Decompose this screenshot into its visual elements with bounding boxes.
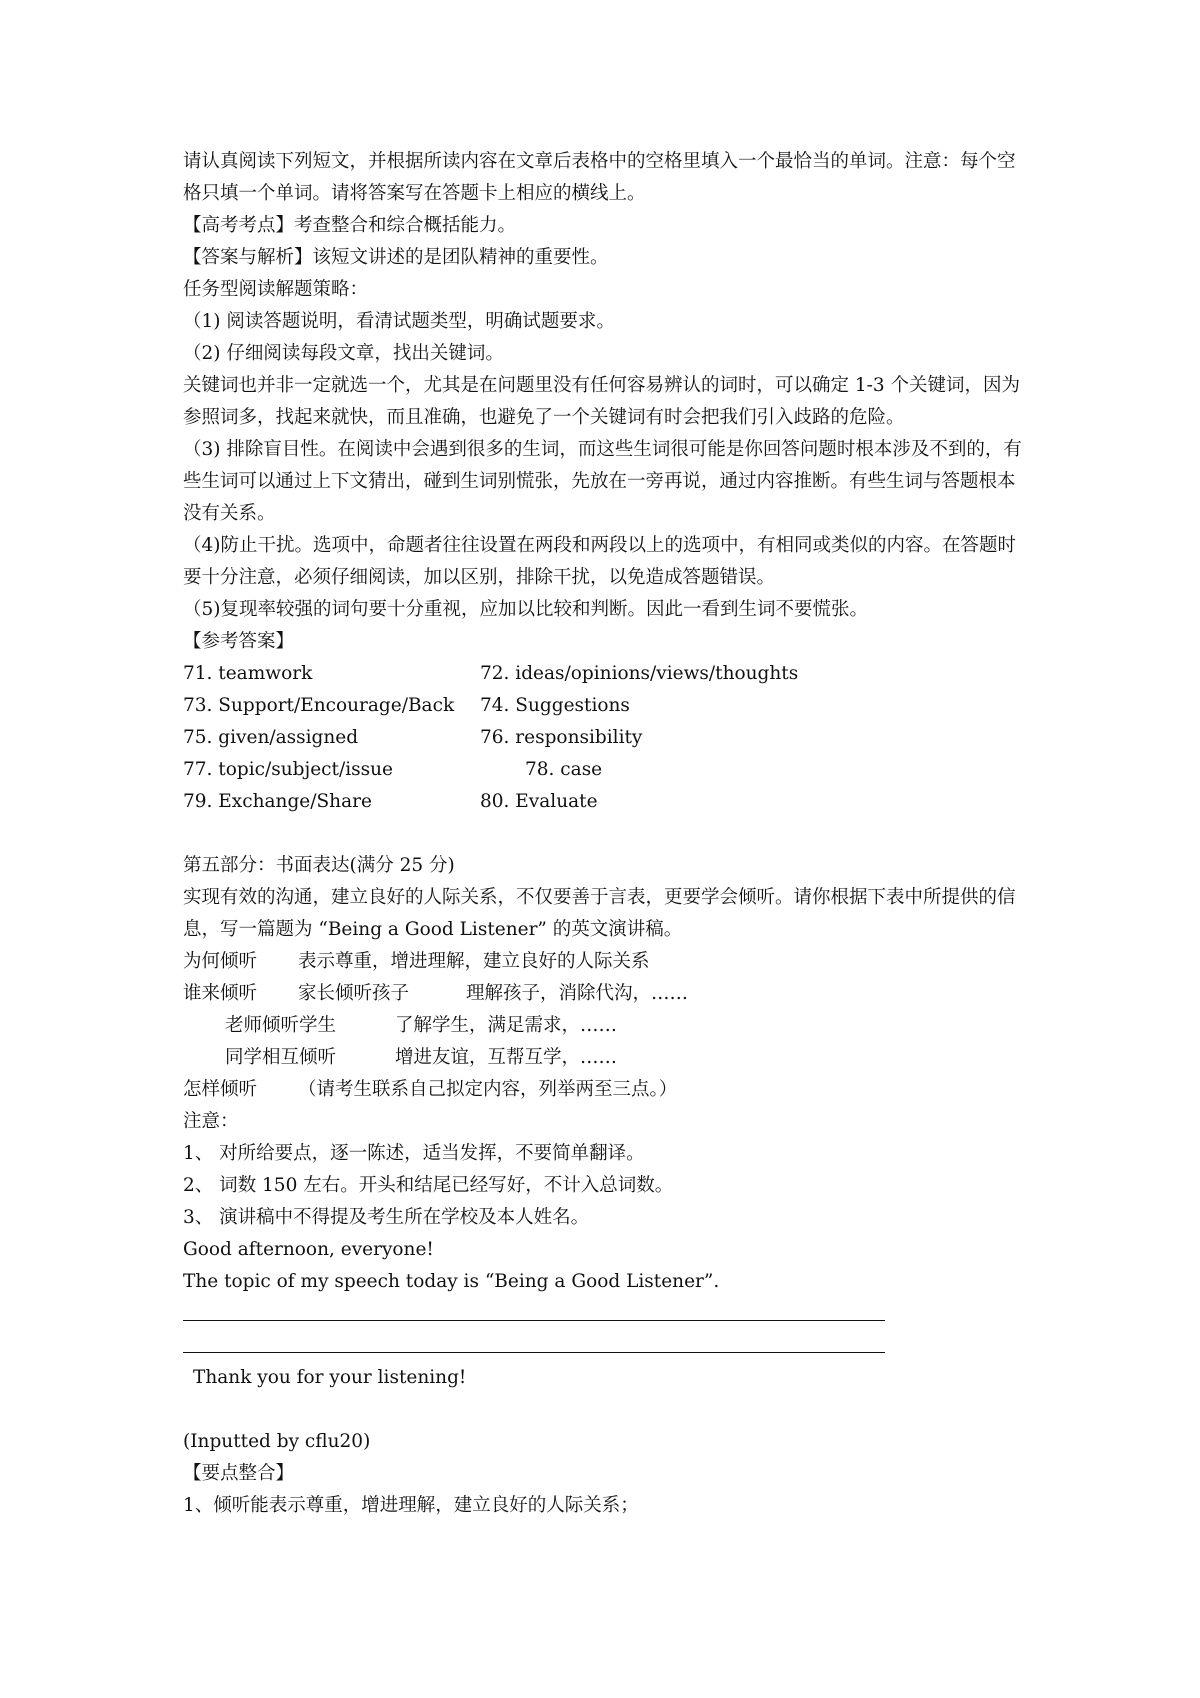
why-text: 表示尊重，增进理解，建立良好的人际关系 bbox=[298, 951, 650, 972]
speech-opening: The topic of my speech today is “Being a Good Listener”. bbox=[183, 1271, 720, 1292]
note-item: 2、 词数 150 左右。开头和结尾已经写好，不计入总词数。 bbox=[183, 1175, 674, 1196]
strategy-title: 任务型阅读解题策略： bbox=[183, 279, 369, 300]
how-text: （请考生联系自己拟定内容，列举两至三点。） bbox=[298, 1079, 678, 1100]
part5-prompt: 实现有效的沟通，建立良好的人际关系，不仅要善于言表，更要学会倾听。请你根据下表中所提供的信息，写一篇题为 “Being a Good Listener” 的英文演讲稿。 bbox=[183, 887, 1016, 940]
strategy-item: （5)复现率较强的词句要十分重视，应加以比较和判断。因此一看到生词不要慌张。 bbox=[183, 599, 868, 620]
strategy-item: （2) 仔细阅读每段文章，找出关键词。 bbox=[183, 343, 504, 364]
spacer bbox=[183, 818, 1028, 850]
notes-title: 注意： bbox=[183, 1111, 239, 1132]
answer-key bbox=[183, 658, 1028, 818]
speech-opening: Good afternoon, everyone! bbox=[183, 1239, 434, 1260]
writing-line bbox=[183, 1330, 1028, 1362]
instructions-paragraph: 请认真阅读下列短文，并根据所读内容在文章后表格中的空格里填入一个最恰当的单词。注意：每个空格只填一个单词。请将答案写在答题卡上相应的横线上。 bbox=[183, 151, 1016, 204]
strategy-item: 关键词也并非一定就选一个，尤其是在问题里没有任何容易辨认的词时，可以确定 1-3 个关键词，因为参照词多，找起来就快，而且准确，也避免了一个关键词有时会把我们引入歧路的危险。 bbox=[183, 375, 1021, 428]
strategy-item: （3) 排除盲目性。在阅读中会遇到很多的生词，而这些生词很可能是你回答问题时根本涉及不到的，有些生词可以通过上下文猜出，碰到生词别慌张，先放在一旁再说，通过内容推断。有些生词与答题根本没有关系。 bbox=[183, 439, 1022, 524]
who-subject: 家长倾听孩子 bbox=[298, 983, 410, 1004]
answer-analysis: 【答案与解析】该短文讲述的是团队精神的重要性。 bbox=[183, 247, 609, 268]
answer-item: 76. responsibility bbox=[480, 727, 643, 748]
who-subject: 老师倾听学生 bbox=[225, 1015, 337, 1036]
who-subject: 同学相互倾听 bbox=[225, 1047, 337, 1068]
why-label: 为何倾听 bbox=[183, 951, 258, 972]
who-label: 谁来倾听 bbox=[183, 983, 258, 1004]
strategy-item: （4)防止干扰。选项中，命题者往往设置在两段和两段以上的选项中，有相同或类似的内容。在答题时要十分注意，必须仔细阅读，加以区别，排除干扰，以免造成答题错误。 bbox=[183, 535, 1016, 588]
document-page bbox=[183, 146, 1028, 1522]
key-point-item: 1、倾听能表示尊重，增进理解，建立良好的人际关系； bbox=[183, 1495, 639, 1516]
answer-item: 75. given/assigned bbox=[183, 727, 359, 748]
answer-item: 77. topic/subject/issue bbox=[183, 759, 393, 780]
answer-item: 74. Suggestions bbox=[480, 695, 630, 716]
who-detail: 增进友谊，互帮互学，…… bbox=[395, 1047, 618, 1068]
key-points-title: 【要点整合】 bbox=[183, 1463, 295, 1484]
table-row-who bbox=[183, 1010, 1028, 1042]
answer-item: 78. case bbox=[525, 759, 603, 780]
table-row-why bbox=[183, 946, 1028, 978]
answer-item: 72. ideas/opinions/views/thoughts bbox=[480, 663, 799, 684]
table-row-how bbox=[183, 1074, 1028, 1106]
note-item: 1、 对所给要点，逐一陈述，适当发挥，不要简单翻译。 bbox=[183, 1143, 645, 1164]
answer-item: 73. Support/Encourage/Back bbox=[183, 695, 455, 716]
inputted-credit: (Inputted by cflu20) bbox=[183, 1431, 371, 1452]
spacer bbox=[183, 1394, 1028, 1426]
exam-point: 【高考考点】考查整合和综合概括能力。 bbox=[183, 215, 517, 236]
table-row-who bbox=[183, 1042, 1028, 1074]
answers-title: 【参考答案】 bbox=[183, 631, 295, 652]
answer-item: 79. Exchange/Share bbox=[183, 791, 372, 812]
answer-item: 71. teamwork bbox=[183, 663, 313, 684]
note-item: 3、 演讲稿中不得提及考生所在学校及本人姓名。 bbox=[183, 1207, 590, 1228]
strategy-item: （1) 阅读答题说明，看清试题类型，明确试题要求。 bbox=[183, 311, 615, 332]
speech-closing: Thank you for your listening! bbox=[193, 1367, 467, 1388]
how-label: 怎样倾听 bbox=[183, 1079, 258, 1100]
part5-title: 第五部分：书面表达(满分 25 分) bbox=[183, 855, 455, 876]
who-detail: 了解学生，满足需求，…… bbox=[395, 1015, 618, 1036]
answer-item: 80. Evaluate bbox=[480, 791, 598, 812]
who-detail: 理解孩子，消除代沟，…… bbox=[466, 983, 689, 1004]
writing-line bbox=[183, 1298, 1028, 1330]
table-row-who bbox=[183, 978, 1028, 1010]
